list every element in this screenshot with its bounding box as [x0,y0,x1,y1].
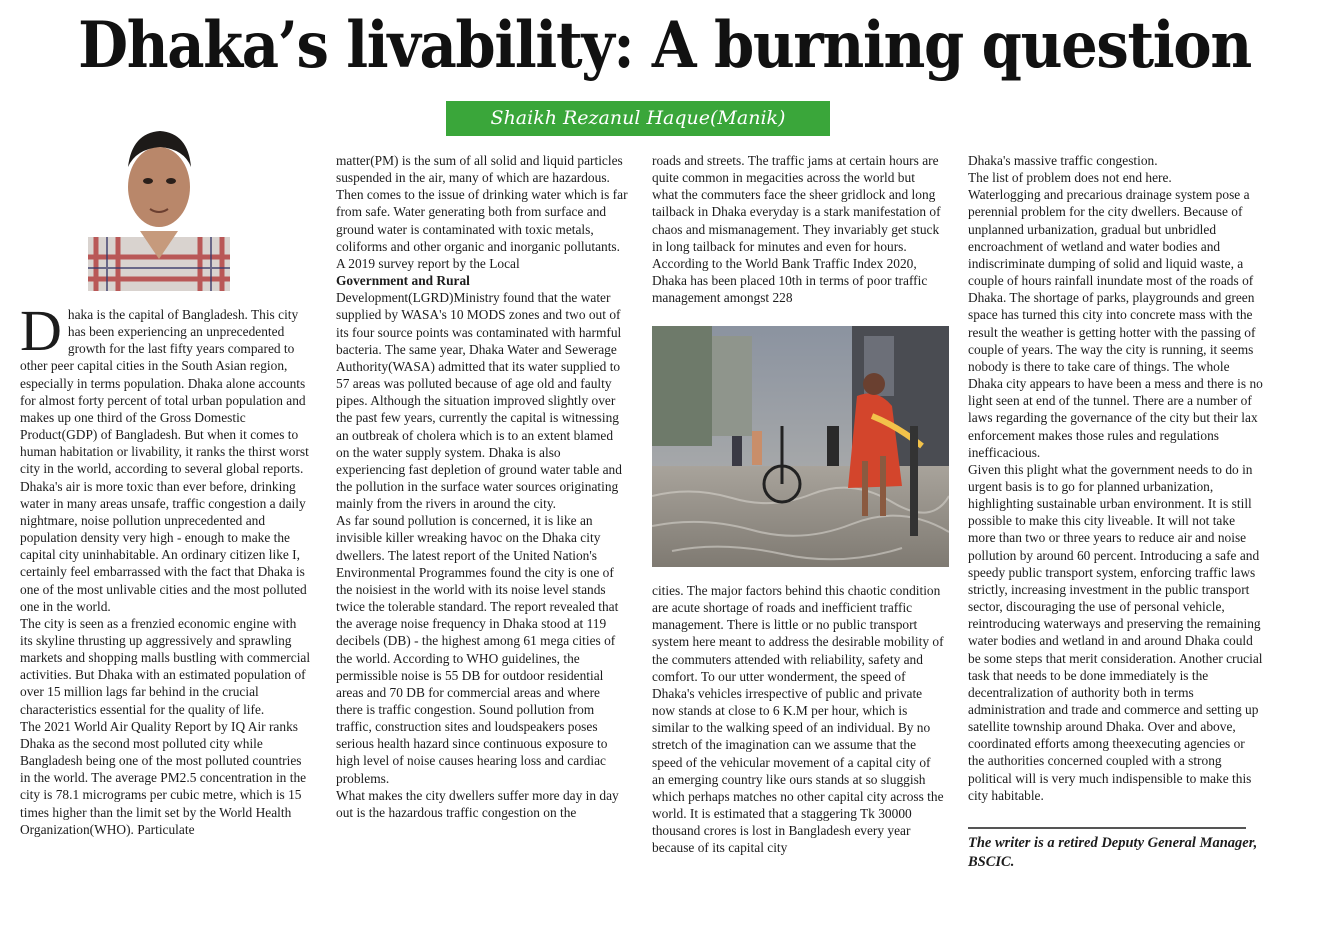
column-3-top [652,152,944,306]
paragraph-text: haka is the capital of Bangladesh. This city has been experiencing an unprecedented growth for the last fifty years compared to other peer capital cities in the South Asian region, especially in terms population. Dhaka alone accounts for almost forty percent of total urban population and makes up one third of the Gross Domestic Product(GDP) of Bangladesh. But when it comes to human habitation or livability, it ranks the thirst worst city in the world, according to several global reports. Dhaka's air is more toxic than ever before, drinking water in many areas unsafe, traffic congestion a daily nightmare, noise pollution unprecedented and population density very high - enough to make the capital city uninhabitable. An ordinary citizen like I, certainly feel embarrassed with the fact that Dhaka is one of the most unlivable cities and the most polluted one in the world. [20,307,309,614]
paragraph: cities. The major factors behind this chaotic condition are acute shortage of roads and inefficient traffic management. There is little or no public transport system here meant to address the desirable mobility of the commuters attended with reliability, safety and comfort. To our utter wonderment, the speed of Dhaka's vehicles irrespective of public and private now stands at close to 6 K.M per hour, which is similar to the walking speed of an individual. By no stretch of the imagination can we assume that the speed of the vehicular movement of a capital city of an emerging country like ours stands at so sluggish which perhaps matches no other capital city across the world. It is estimated that a staggering Tk 30000 thousand crores is lost in Bangladesh every year because of its capital city [652,583,944,856]
paragraph: matter(PM) is the sum of all solid and liquid particles suspended in the air, many of which are hazardous. Then comes to the issue of drinking water which is far from safe. Water generating both from surface and ground water is contaminated with toxic metals, coliforms and other organic and inorganic pollutants. A 2019 survey report by the Local [336,153,628,271]
paragraph: The 2021 World Air Quality Report by IQ Air ranks Dhaka as the second most polluted city while Bangladesh being one of the most polluted countries in the world. The average PM2.5 concentration in the city is 78.1 micrograms per cubic metre, which is 15 times higher than the limit set by the World Health Organization(WHO). Particulate [20,718,307,837]
paragraph: The city is seen as a frenzied economic engine with its skyline thrusting up aggressively and sprawling markets and shopping malls bustling with commercial activities. But Dhaka with an estimated population of over 15 million lags far behind in the crucial characteristics essential for the quality of life. [20,615,311,717]
paragraph: roads and streets. The traffic jams at certain hours are quite common in megacities across the world but what the commuters face the sheer gridlock and long tailback in Dhaka everyday is a stark manifestation of chaos and mismanagement. They invariably get stuck in long tailback for minutes and even for hours. According to the World Bank Traffic Index 2020, Dhaka has been placed 10th in terms of poor traffic management amongst 228 [652,153,941,306]
column-2 [336,152,628,821]
paragraph: Dhaka's massive traffic congestion. [968,153,1158,168]
drop-cap: D [20,298,62,363]
author-note: The writer is a retired Deputy General Manager, BSCIC. [968,835,1258,870]
author-photo [88,119,230,291]
column-1 [20,298,312,838]
column-3-bottom [652,582,944,857]
bold-line: Government and Rural [336,273,470,289]
page-title: Dhaka’s livability: A burning question [78,8,1251,83]
paragraph [20,298,312,615]
paragraph: Development(LGRD)Ministry found that the water supplied by WASA's 10 MODS zones and two out of its four source points was contaminated with harmful bacteria. The same year, Dhaka Water and Sewerage Authority(WASA) admitted that its water supplied to 57 areas was polluted because of age old and faulty pipes. Although the situation improved slightly over the past few years, currently the capital is witnessing an outbreak of cholera which is to an extent blamed on the water supply system. Dhaka is also experiencing fast depletion of ground water table and the pollution in the surface water sources originating mainly from the rivers in around the city. [336,290,622,512]
paragraph: What makes the city dwellers suffer more day in day out is the hazardous traffic congestion on the [336,787,619,820]
column-4 [968,152,1264,804]
paragraph: The list of problem does not end here. [968,170,1172,186]
paragraph: As far sound pollution is concerned, it is like an invisible killer wreaking havoc on the Dhaka city dwellers. The latest report of the United Nation's Environmental Programmes found the city is one of the noisiest in the world with its noise level stands twice the tolerable standard. The report revealed that the average noise frequency in Dhaka stood at 119 decibels (DB) - the highest among 61 mega cities of the world. According to WHO guidelines, the permissible noise is 55 DB for outdoor residential areas and 70 DB for commercial areas and where there is traffic congestion. Sound pollution from traffic, construction sites and loudspeakers poses serious health hazard since continuous exposure to high level of noise causes hearing loss and cardiac problems. [336,513,619,786]
paragraph: Waterlogging and precarious drainage system pose a perennial problem for the city dwellers. Because of unplanned urbanization, gradual but unbridled encroachment of wetland and water bodies and indiscriminate dumping of solid and liquid waste, a couple of hours rainfall inundate most of the roads of Dhaka. The shortage of parks, playgrounds and green space has turned this city into concrete mass with the result the weather is getting hotter with the passing of couple of years. The way the city is running, it seems nobody is there to take care of things. The whole Dhaka city appears to have been a mess and there is no light seen at end of the tunnel. There are a number of laws regarding the governance of the city but their lax enforcement makes those rules and regulations inefficacious. [968,187,1263,460]
divider [968,827,1246,829]
waterlogged-street-photo [652,326,949,567]
paragraph: Given this plight what the government needs to do in urgent basis is to go for planned urbanization, highlighting sustainable urban environment. It is still possible to make this city liveable. It will not take more than two or three years to reduce air and noise pollution by around 60 percent. Introducing a safe and speedy public transport system, enforcing traffic laws strictly, increasing investment in the public transport sector, discouraging the use of personal vehicle, reintroducing waterways and preserving the remaining water bodies and wetland in and around Dhaka could be some steps that merit consideration. Another crucial task that needs to be done immediately is the decentralization of authority both in terms administration and trade and commerce and setting up satellite township around Dhaka. Over and above, coordinated efforts among theexecuting agencies or the authorities concerned coupled with a strong political will is very much indispensible to make this city habitable. [968,461,1263,803]
author-byline: Shaikh Rezanul Haque(Manik) [446,101,830,136]
